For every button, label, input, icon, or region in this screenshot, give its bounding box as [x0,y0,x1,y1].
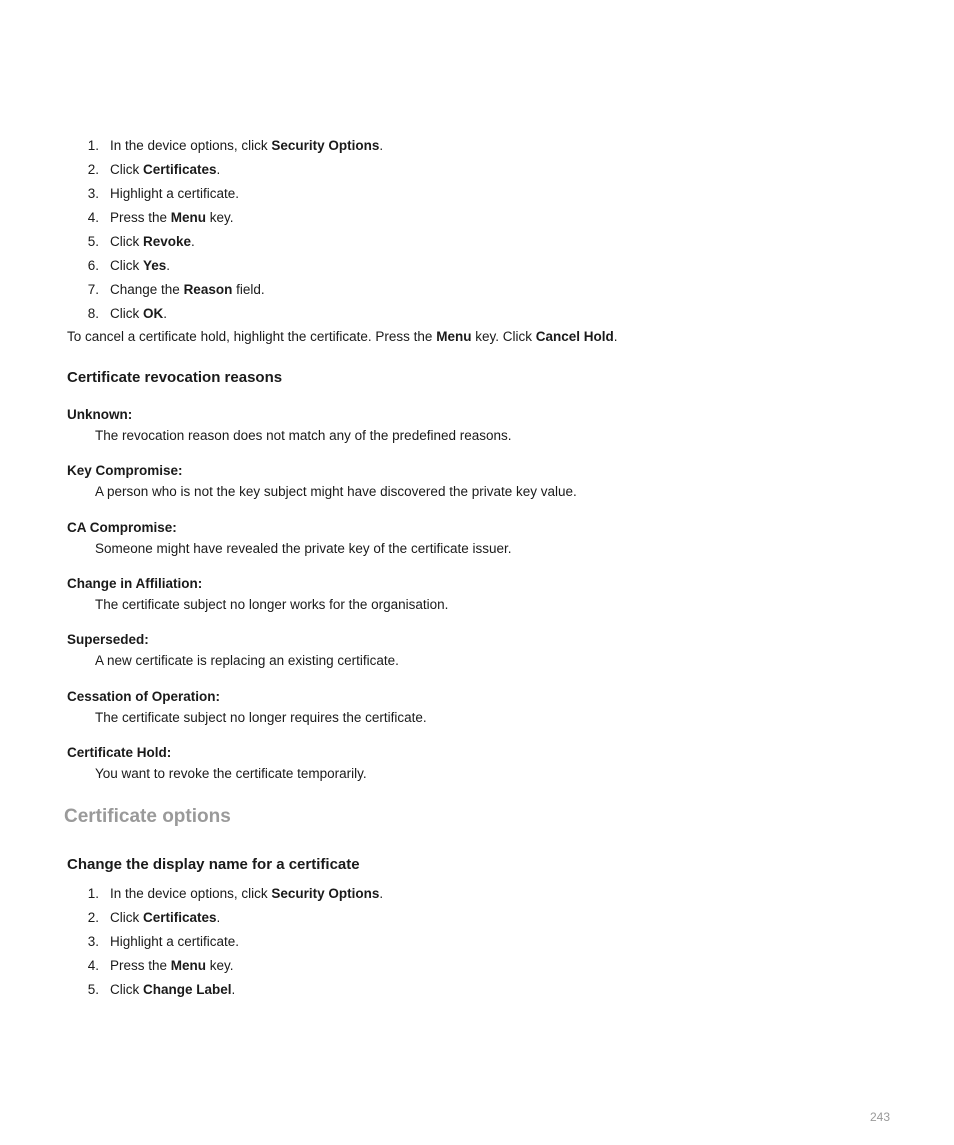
reason-term: Key Compromise: [67,463,183,478]
step-text: Click Change Label. [110,982,236,997]
page-number: 243 [869,1110,890,1124]
step-number: 6. [87,258,99,273]
reason-term: Change in Affiliation: [67,576,203,591]
step-number: 5. [87,234,99,249]
step-number: 1. [87,886,99,901]
step-text: Press the Menu key. [110,210,234,225]
step-text: Click Certificates. [110,910,221,925]
reason-definition: A new certificate is replacing an existing certificate. [95,653,399,668]
step-number: 8. [87,306,99,321]
step-number: 4. [87,210,99,225]
step-number: 1. [87,138,99,153]
reason-term: CA Compromise: [67,520,177,535]
reason-definition: The certificate subject no longer requires the certificate. [95,710,427,725]
reason-term: Cessation of Operation: [67,689,221,704]
step-text: Highlight a certificate. [110,186,240,201]
step-text: Click Yes. [110,258,171,273]
step-text: Highlight a certificate. [110,934,240,949]
step-number: 3. [87,186,99,201]
step-text: Press the Menu key. [110,958,234,973]
display-name-heading: Change the display name for a certificate [67,856,360,873]
reason-term: Certificate Hold: [67,745,172,760]
step-number: 4. [87,958,99,973]
cancel-hold-paragraph: To cancel a certificate hold, highlight the certificate. Press the Menu key. Click Cancel Hold. [67,329,618,344]
revocation-reasons-heading: Certificate revocation reasons [67,369,283,386]
step-text: Click OK. [110,306,168,321]
section-title: Certificate options [64,806,231,827]
reason-term: Superseded: [67,632,149,647]
reason-definition: A person who is not the key subject might have discovered the private key value. [95,484,577,499]
step-text: Click Revoke. [110,234,195,249]
step-text: In the device options, click Security Options. [110,886,384,901]
reason-definition: The certificate subject no longer works for the organisation. [95,597,449,612]
reason-definition: Someone might have revealed the private key of the certificate issuer. [95,541,512,556]
step-number: 2. [87,162,99,177]
reason-term: Unknown: [67,407,133,422]
step-number: 7. [87,282,99,297]
step-number: 3. [87,934,99,949]
step-text: Change the Reason field. [110,282,265,297]
reason-definition: You want to revoke the certificate temporarily. [95,766,367,781]
step-number: 5. [87,982,99,997]
step-number: 2. [87,910,99,925]
step-text: Click Certificates. [110,162,221,177]
reason-definition: The revocation reason does not match any of the predefined reasons. [95,428,512,443]
step-text: In the device options, click Security Options. [110,138,384,153]
